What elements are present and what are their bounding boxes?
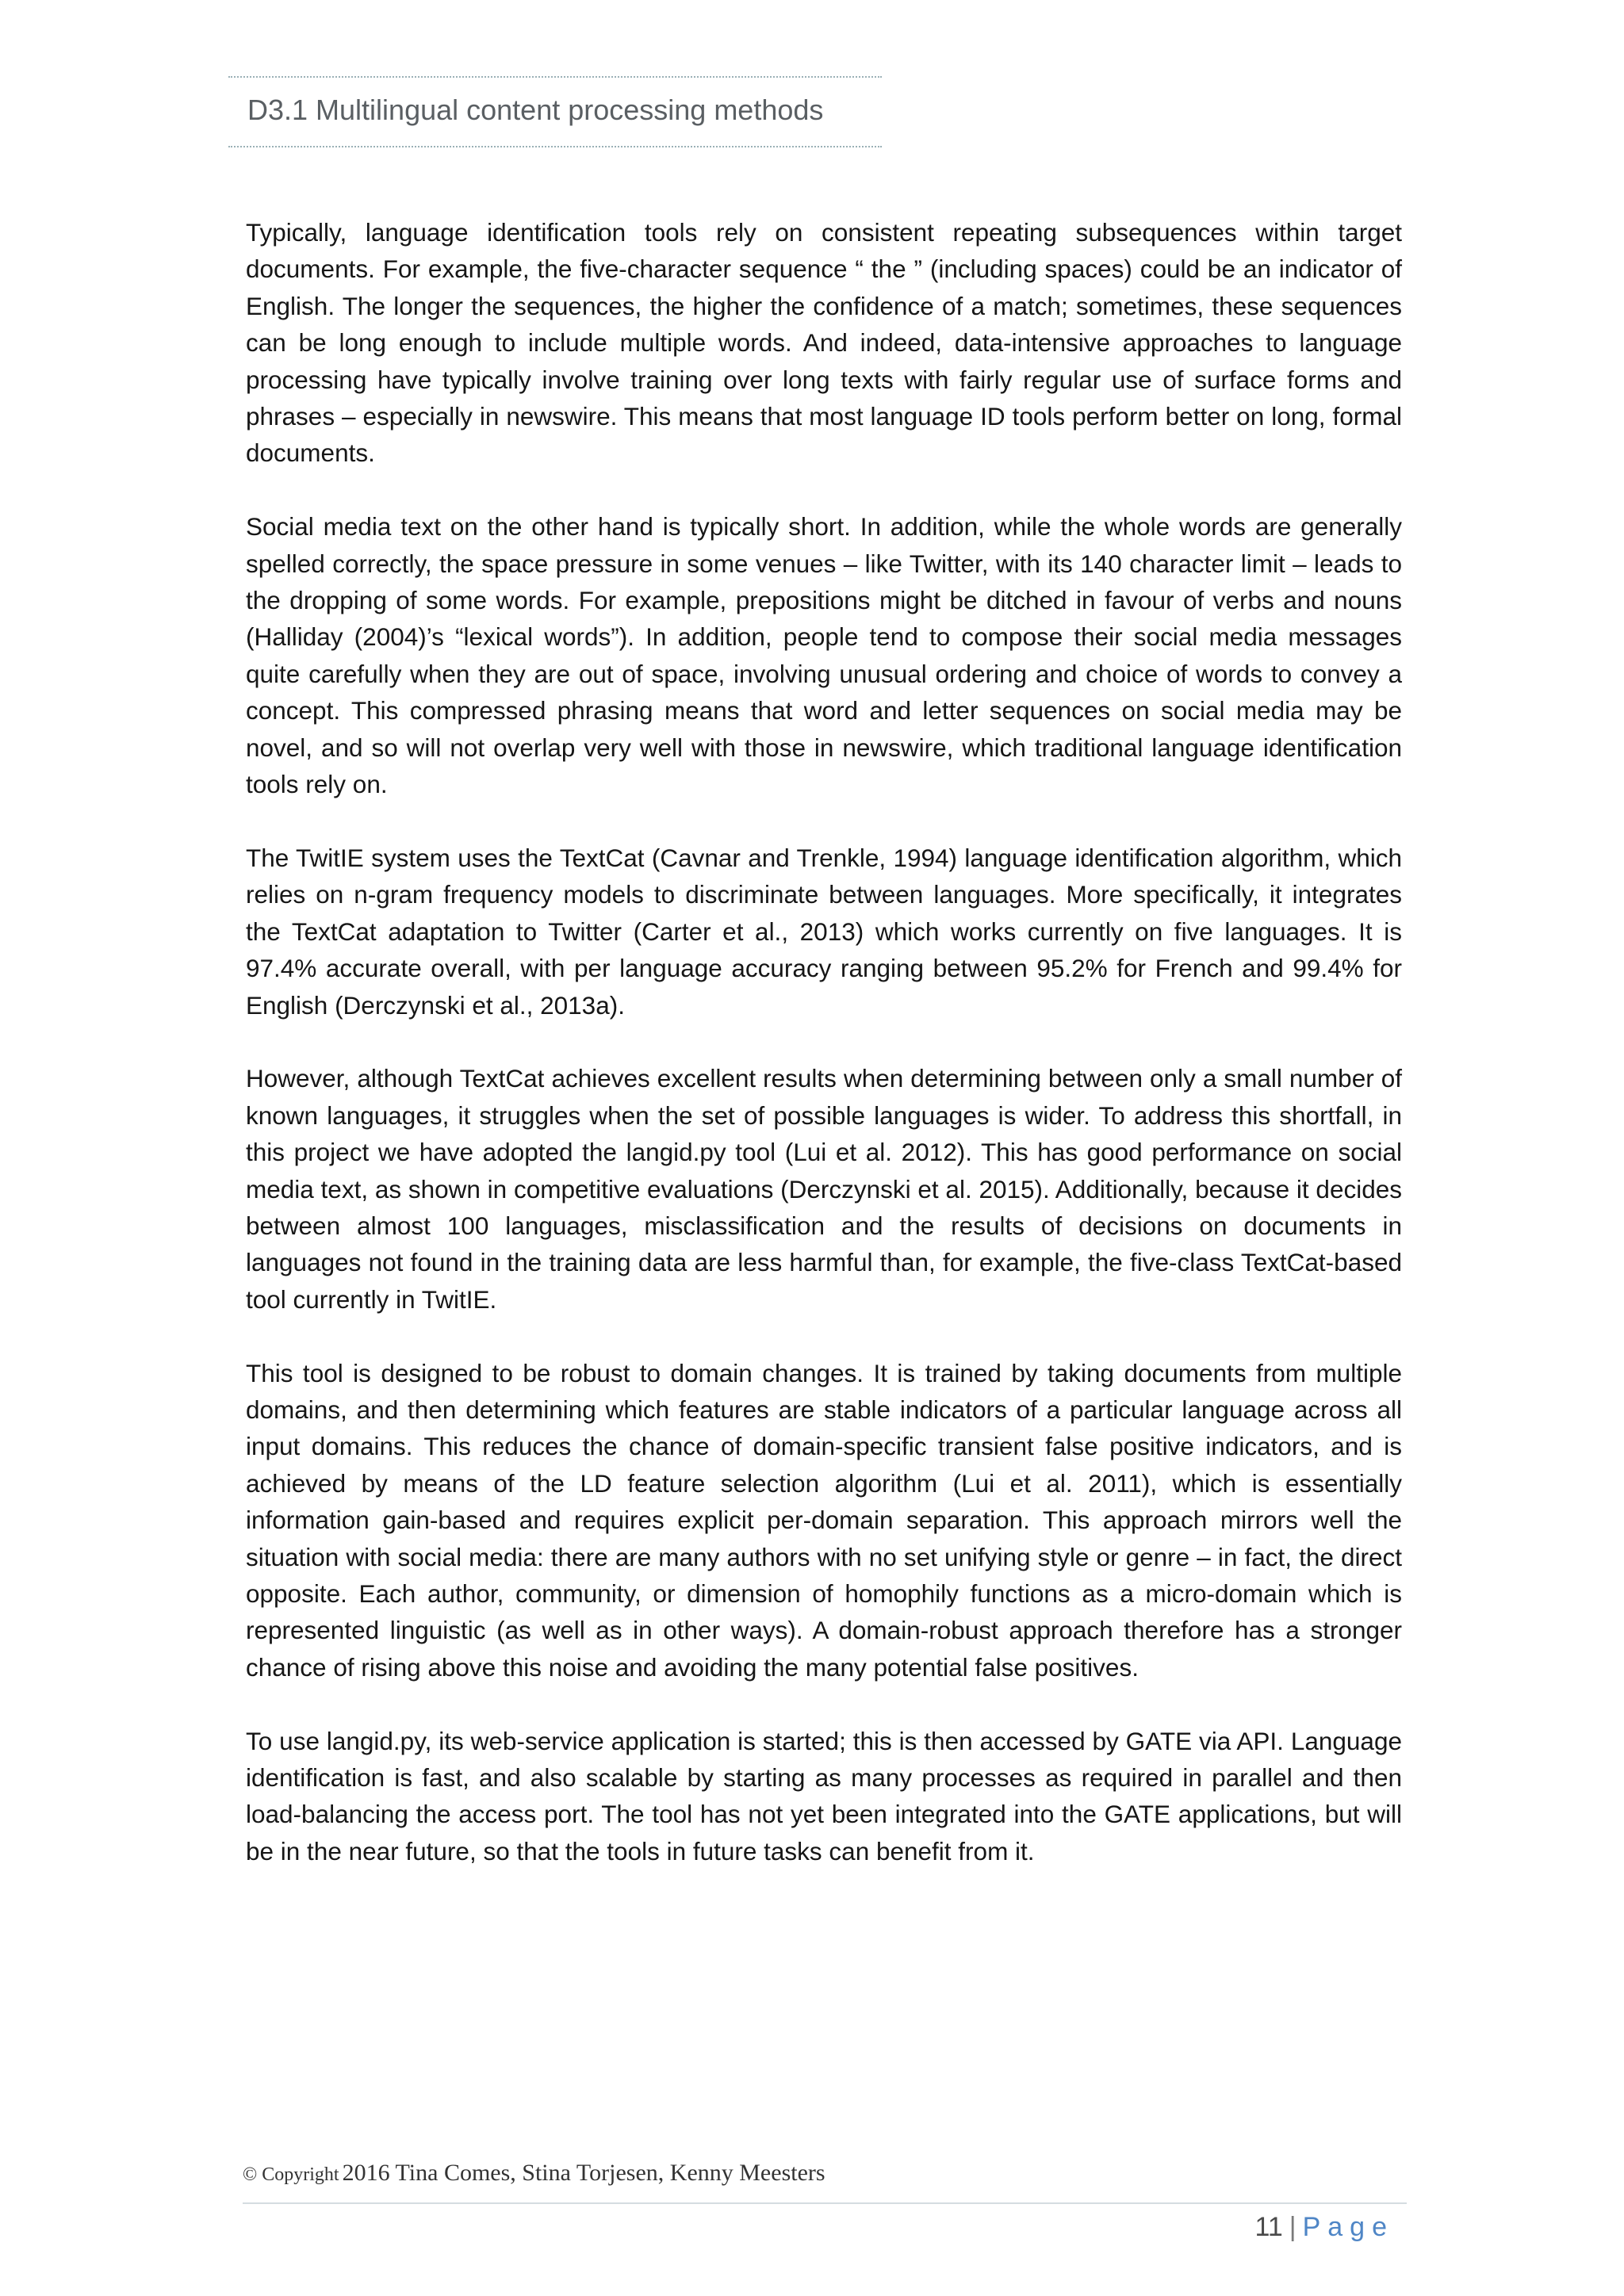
copyright-label: © Copyright [243,2164,339,2185]
paragraph-language-id-intro: Typically, language identification tools rely on consistent repeating subsequences within target documents. For example, the five-character sequence “ the ” (including spaces) could be an indicator of English. The longer the sequences, the higher the confidence of a match; sometimes, these sequences can be long enough to include multiple words. And indeed, data-intensive approaches to language processing have typically involve training over long texts with fairly regular use of surface forms and phrases – especially in newswire. This means that most language ID tools perform better on long, formal documents. [246,218,1402,468]
paragraph-domain-robustness: This tool is designed to be robust to domain changes. It is trained by taking documents from multiple domains, and then determining which features are stable indicators of a particular language across all input domains. This reduces the chance of domain-specific transient false positive indicators, and is achieved by means of the LD feature selection algorithm (Lui et al. 2011), which is essentially information gain-based and requires explicit per-domain separation. This approach mirrors well the situation with social media: there are many authors with no set unifying style or genre – in fact, the direct opposite. Each author, community, or dimension of homophily functions as a micro-domain which is represented linguistic (as well as in other ways). A domain-robust approach therefore has a stronger chance of rising above this noise and avoiding the many potential false positives. [246,1358,1402,1682]
paragraph-twitie-textcat: The TwitIE system uses the TextCat (Cavnar and Trenkle, 1994) language identification algorithm, which relies on n-gram frequency models to discriminate between languages. More specifically, it integrates the TextCat adaptation to Twitter (Carter et al., 2013) which works currently on five languages. It is 97.4% accurate overall, with per language accuracy ranging between 95.2% for French and 99.4% for English (Derczynski et al., 2013a). [246,843,1402,1020]
document-body [246,214,1402,1907]
copyright-notice [243,2160,825,2187]
page-number: 11 [1254,2212,1283,2242]
footer-divider [243,2202,1407,2204]
page-label: Page [1302,2212,1394,2242]
copyright-holders: 2016 Tina Comes, Stina Torjesen, Kenny Meesters [342,2160,825,2186]
page-number-footer [1254,2212,1394,2243]
paragraph-langid-usage: To use langid.py, its web-service application is started; this is then accessed by GATE via API. Language identification is fast, and also scalable by starting as many processes as required in parallel and then load-balancing the access port. The tool has not yet been integrated into the GATE applications, but will be in the near future, so that the tools in future tasks can benefit from it. [246,1726,1402,1866]
page-header [228,76,882,147]
paragraph-langid-adoption: However, although TextCat achieves excellent results when determining between only a small number of known languages, it struggles when the set of possible languages is wider. To address this shortfall, in this project we have adopted the langid.py tool (Lui et al. 2012). This has good performance on social media text, as shown in competitive evaluations (Derczynski et al. 2015). Additionally, because it decides between almost 100 languages, misclassification and the results of decisions on documents in languages not found in the training data are less harmful than, for example, the five-class TextCat-based tool currently in TwitIE. [246,1064,1402,1314]
paragraph-social-media-text: Social media text on the other hand is typically short. In addition, while the whole words are generally spelled correctly, the space pressure in some venues – like Twitter, with its 140 character limit – leads to the dropping of some words. For example, prepositions might be ditched in favour of verbs and nouns (Halliday (2004)’s “lexical words”). In addition, people tend to compose their social media messages quite carefully when they are out of space, involving unusual ordering and choice of words to convey a concept. This compressed phrasing means that word and letter sequences on social media may be novel, and so will not overlap very well with those in newswire, which traditional language identification tools rely on. [246,512,1402,799]
document-title: D3.1 Multilingual content processing methods [247,94,824,126]
page-number-separator: | [1289,2212,1297,2242]
